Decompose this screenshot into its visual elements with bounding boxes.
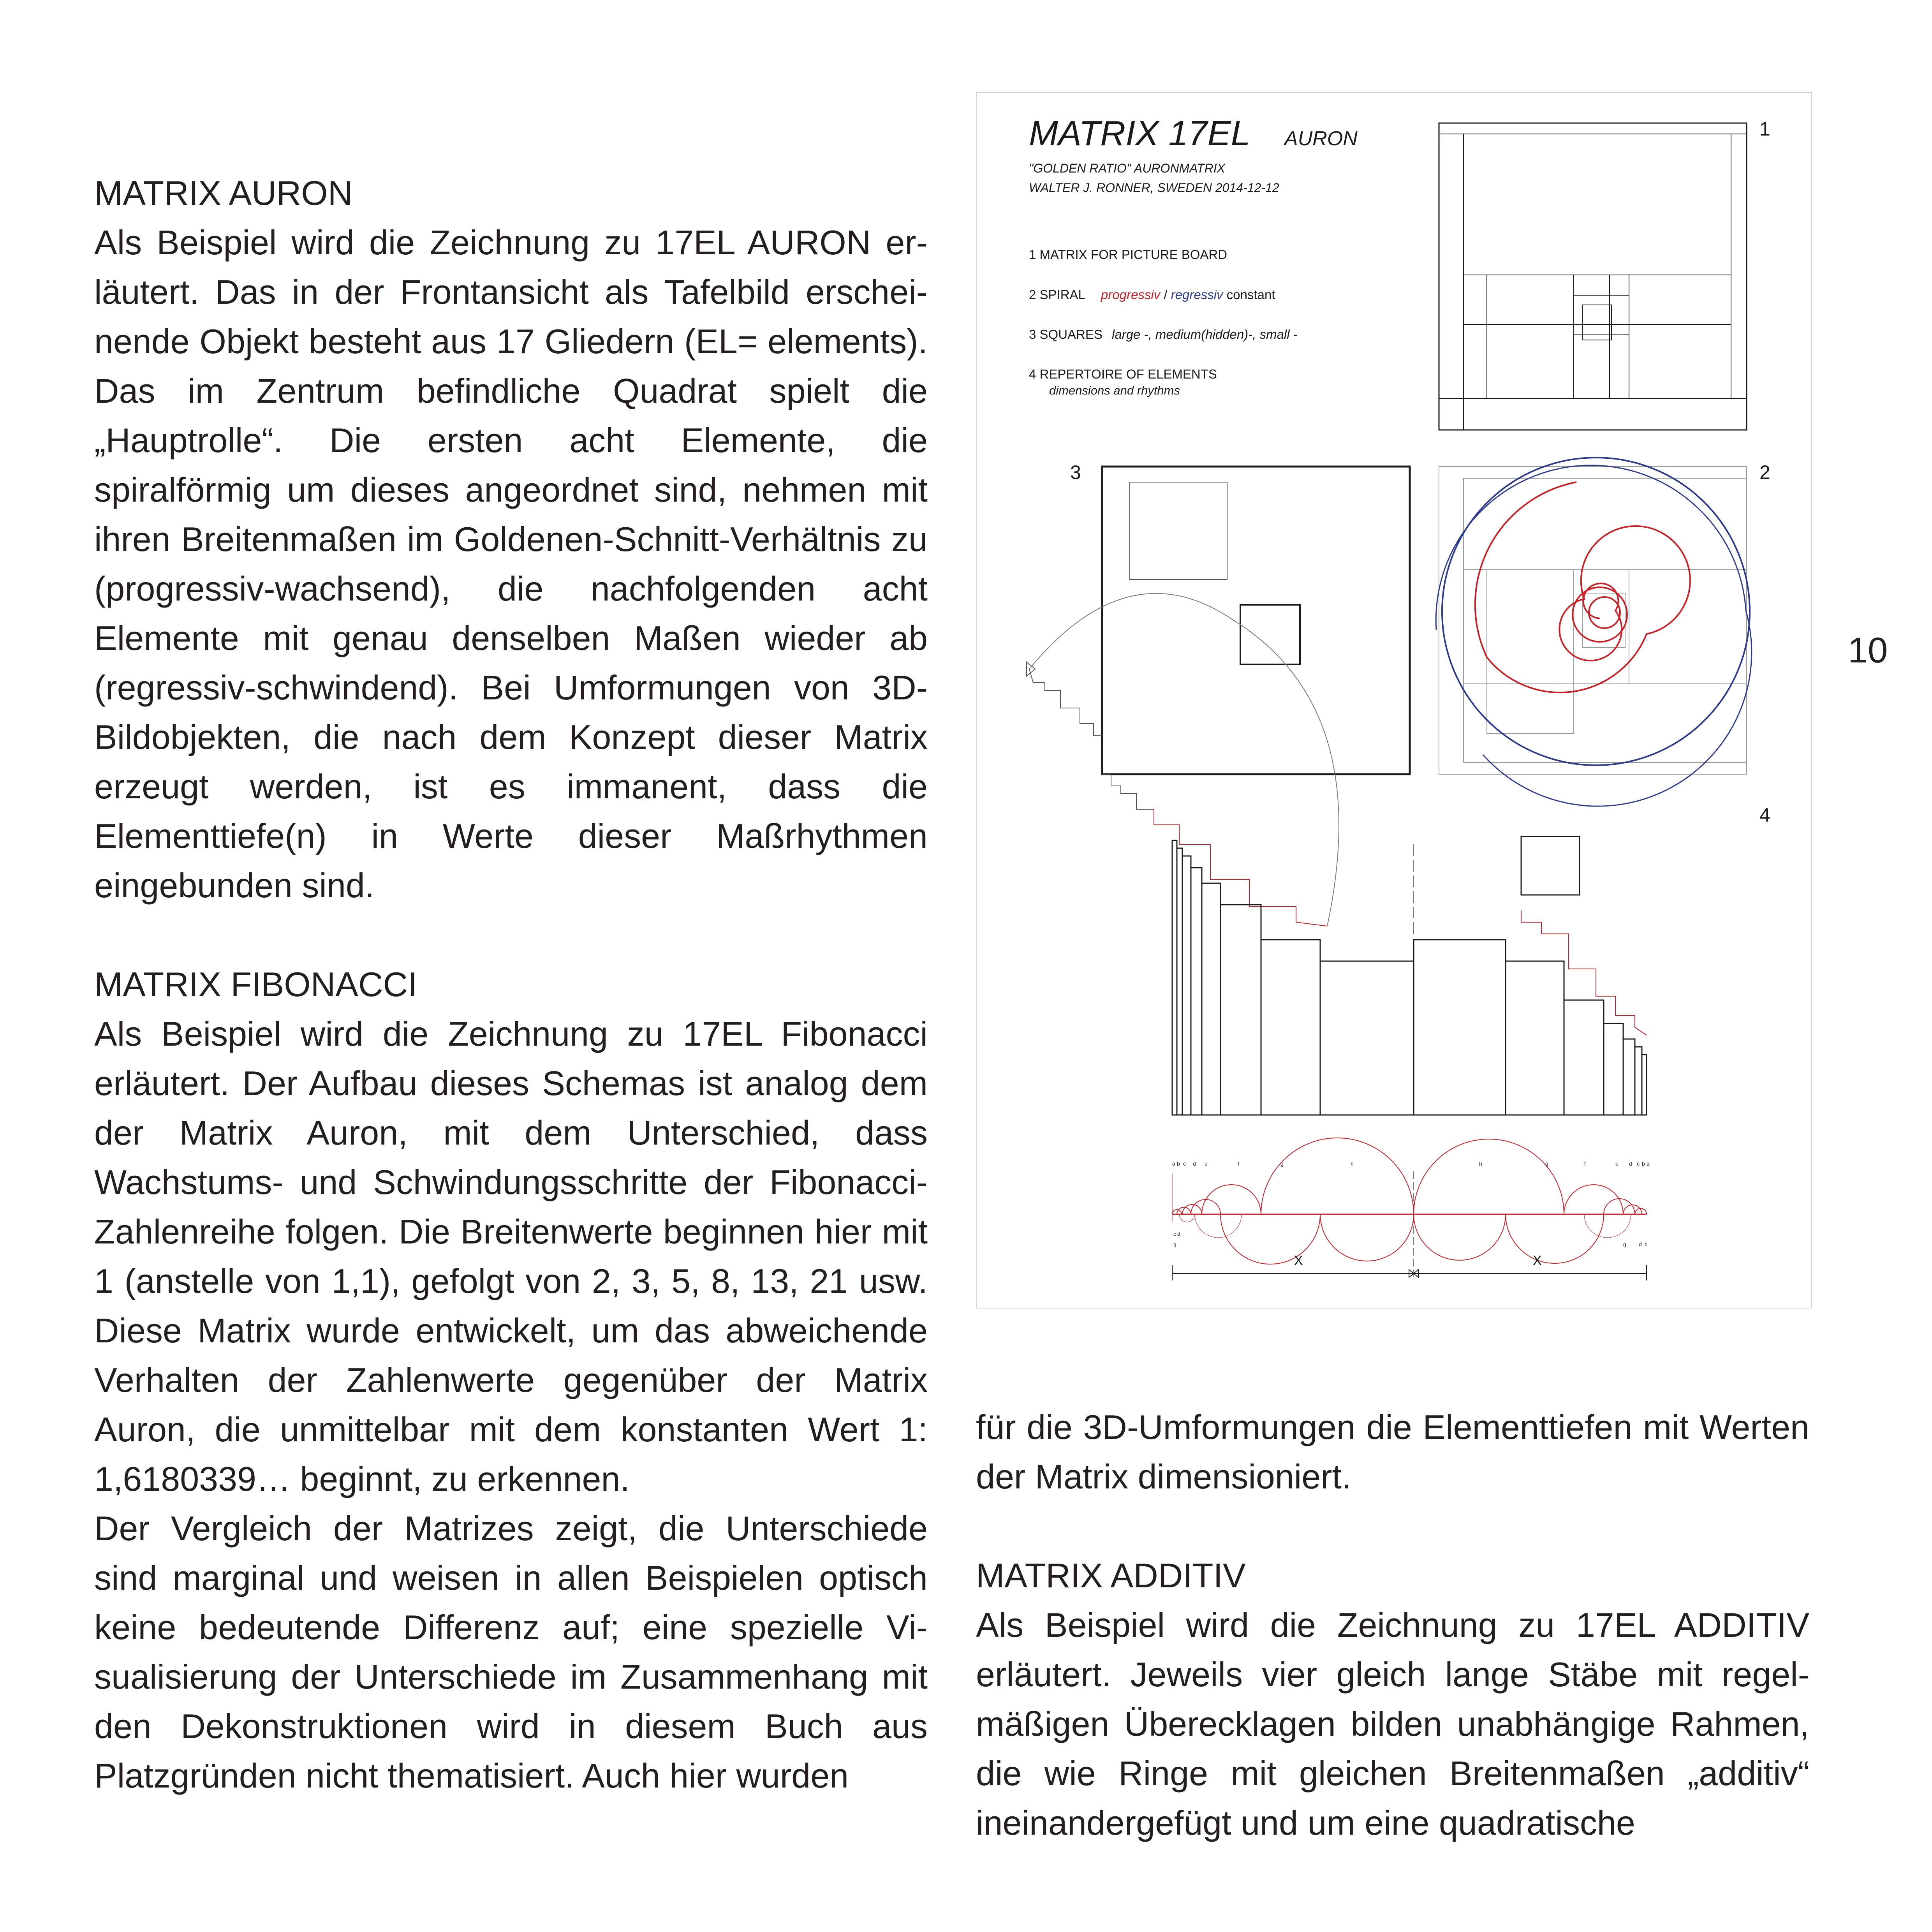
section-heading: MATRIX FIBONACCI [94,965,417,1004]
figure-subtitle-2: WALTER J. RONNER, SWEDEN 2014-12-12 [1029,181,1279,195]
right-text-column [976,1402,1809,1847]
figure-title: MATRIX 17EL [1029,114,1250,153]
body-paragraph: Als Beispiel wird die Zeichnung zu 17EL Fibonacci erläutert. Der Aufbau dieses Schemas ist analog dem der Matrix Auron, mit dem Unterschied, dass Wachstums- und Schwindungsschritte der Fibonacci-Zahlenreihe folgen. Die Breitenwerte beginnen hier mit 1 (anstelle von 1,1), gefolgt von 2, 3, 5, 8, 13, 21 usw. Diese Matrix wurde entwickelt, um das abweichende Verhalten der Zahlenwerte gegenüber der Matrix Auron, die unmittelbar mit dem konstanten Wert 1: 1,6180339… beginnt, zu erkennen. [94,1014,928,1498]
left-text-column [94,168,928,1800]
legend-item-3: 3 SQUARES large -, medium(hidden)-, small - [1029,327,1298,342]
figure-title-suffix: AURON [1284,127,1358,150]
section-heading: MATRIX ADDITIV [976,1556,1246,1595]
paragraph-gap [976,1501,1809,1551]
letters-left: a b c d e f g h [1172,1161,1354,1167]
body-paragraph: Als Beispiel wird die Zeichnung zu 17EL AURON erläutert. Das in der Frontansicht als Tafelbild erscheinende Objekt besteht aus 17 Gliedern (EL= elements). Das im Zentrum befindliche Quadrat spielt die „Hauptrolle“. Die ersten acht Elemente, die spiralförmig um dieses angeordnet sind, nehmen mit ihren Breitenmaßen im Goldenen-Schnitt-Verhältnis zu (progressiv-wachsend), die nachfolgenden acht Elemente mit genau denselben Maßen wieder ab (regressiv-schwindend). Bei Umformungen von 3D-Bildobjekten, die nach dem Konzept dieser Matrix erzeugt werden, ist es immanent, dass die Elementtiefe(n) in Werte dieser Maßrhythmen eingebunden sind. [94,223,928,905]
dimension-x-right: X [1533,1253,1542,1268]
body-paragraph: für die 3D-Umformungen die Elementtiefen mit Werten der Matrix dimensioniert. [976,1408,1809,1496]
dimension-x-left: X [1294,1253,1303,1268]
legend-item-1: 1 MATRIX FOR PICTURE BOARD [1029,247,1228,262]
rhythm-axis [1172,1138,1650,1280]
squares-drawing [1102,467,1410,774]
letters-right: h g f e d c b a [1479,1161,1650,1167]
legend-item-4: 4 REPERTOIRE OF ELEMENTS [1029,367,1217,381]
picture-board-matrix [1439,123,1747,430]
figure-subtitle-1: "GOLDEN RATIO" AURONMATRIX [1029,161,1225,175]
repertoire-bars [1172,837,1647,1115]
page-number: 10 [1848,630,1888,670]
matrix-figure [976,92,1812,1309]
quadrant-label-1: 1 [1759,118,1770,140]
legend-item-2: 2 SPIRAL progressiv / regressiv constant [1029,287,1275,302]
spiral-drawing [1436,458,1752,806]
body-paragraph: Der Vergleich der Matrizes zeigt, die Unterschiede sind marginal und weisen in allen Beispielen optisch keine bedeutende Differenz auf; eine spezielle Visualisierung der Unterschiede im Zusammenhang mit den Dekonstruktionen wird in diesem Buch aus Platzgründen nicht thematisiert. Auch hier wurden [94,1509,928,1795]
matrix-drawing [977,93,1813,1309]
quadrant-label-4: 4 [1759,804,1770,826]
body-paragraph: Als Beispiel wird die Zeichnung zu 17EL ADDITIV erläutert. Jeweils vier gleich lange Stäbe mit regelmäßigen Überecklagen bilden unabhängige Rahmen, die wie Ringe mit gleichen Breitenmaßen „additiv“ ineinandergefügt und um eine quadratische [976,1606,1809,1842]
section-heading: MATRIX AURON [94,174,353,212]
legend-item-4-sub: dimensions and rhythms [1049,384,1180,397]
small-letters-left: c d g [1173,1231,1180,1247]
paragraph-gap [94,910,928,960]
quadrant-label-3: 3 [1070,461,1081,483]
small-letters-right: g d c [1623,1241,1647,1247]
quadrant-label-2: 2 [1759,461,1770,483]
